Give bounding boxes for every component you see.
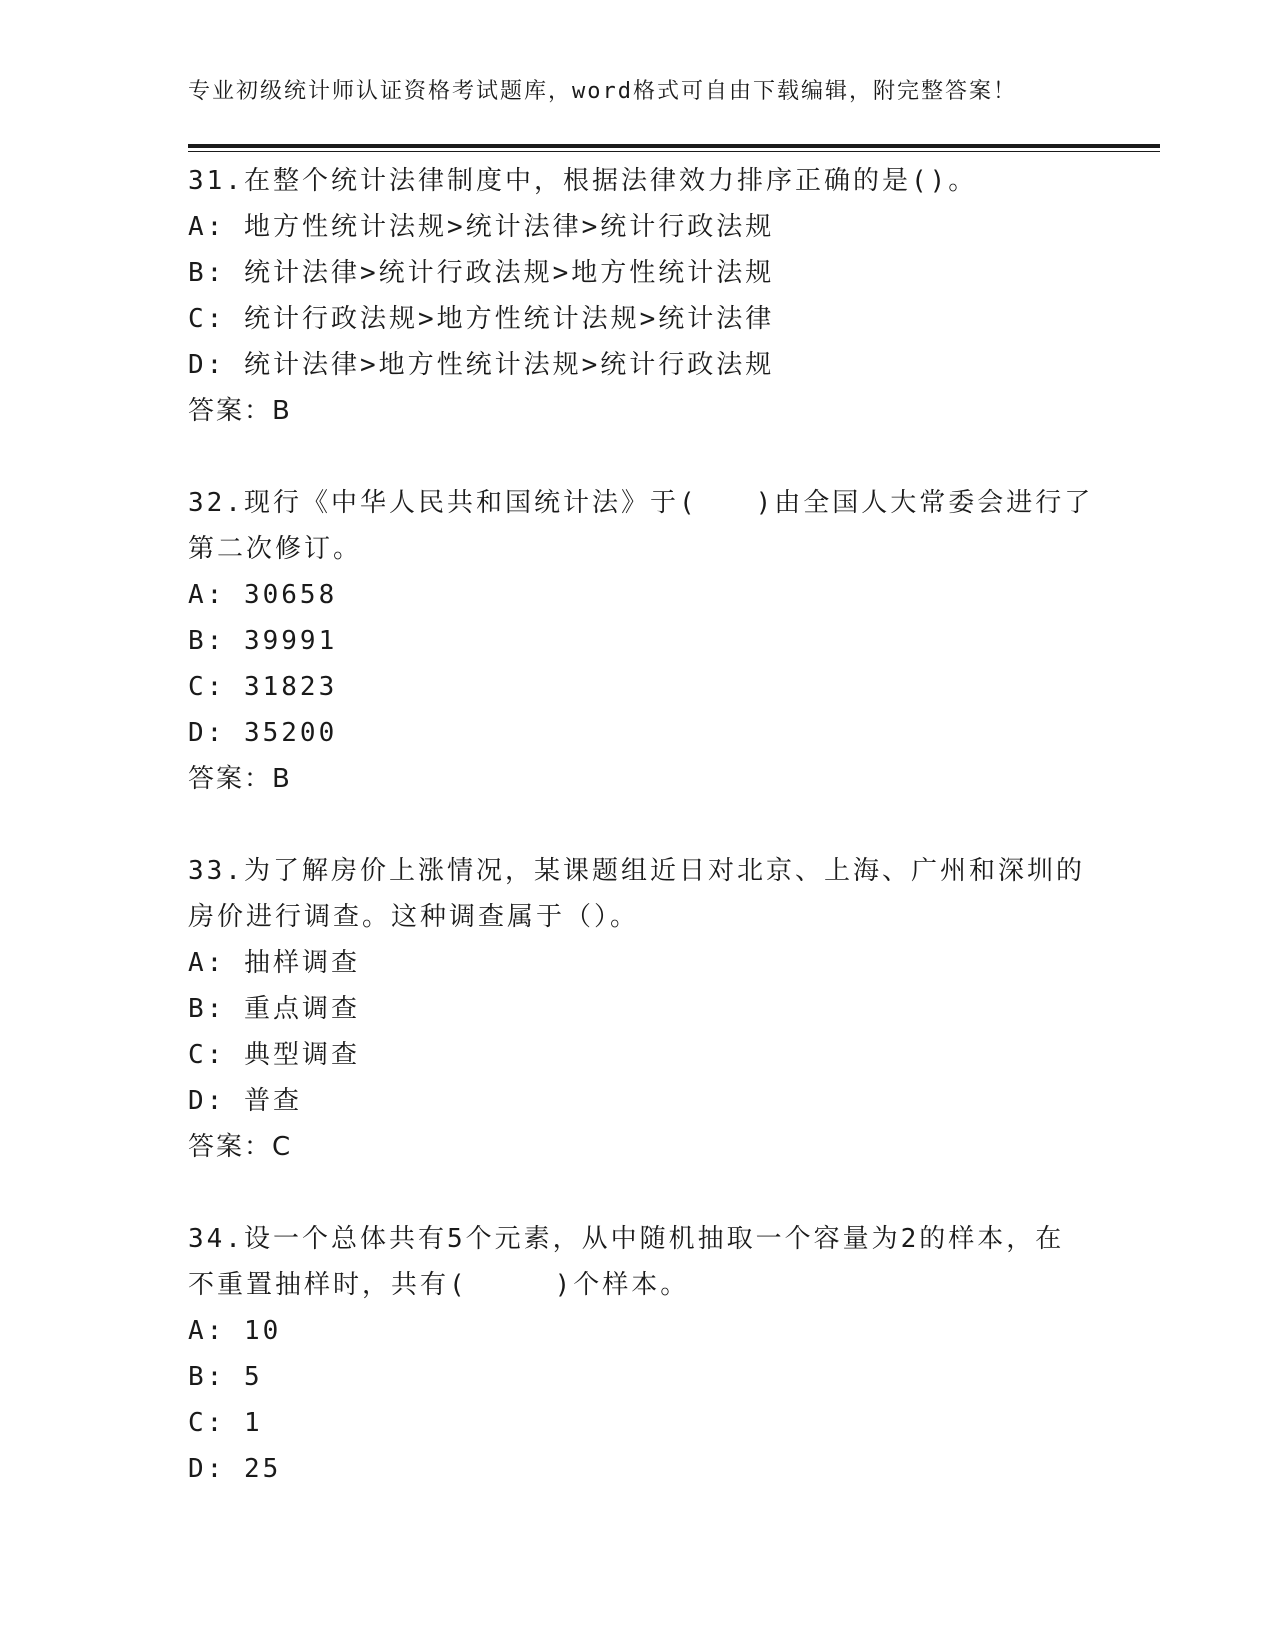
option-d: D: 统计法律>地方性统计法规>统计行政法规 bbox=[188, 350, 775, 380]
header-rule-thin bbox=[188, 151, 1160, 152]
page-header: 专业初级统计师认证资格考试题库，word格式可自由下载编辑，附完整答案！ bbox=[188, 79, 1017, 104]
header-rule-thick bbox=[188, 144, 1160, 148]
question-list bbox=[188, 158, 1094, 1538]
question-stem: 33.为了解房价上涨情况，某课题组近日对北京、上海、广州和深圳的 bbox=[188, 856, 1085, 886]
question-33 bbox=[188, 848, 1088, 1170]
option-b: B: 5 bbox=[188, 1362, 263, 1392]
question-stem-continued: 房价进行调查。这种调查属于（）。 bbox=[188, 902, 640, 932]
option-c: C: 1 bbox=[188, 1408, 263, 1438]
question-stem: 31.在整个统计法律制度中，根据法律效力排序正确的是()。 bbox=[188, 166, 978, 196]
option-a: A: 30658 bbox=[188, 580, 338, 610]
question-stem-continued: 不重置抽样时，共有( )个样本。 bbox=[188, 1270, 690, 1300]
option-b: B: 39991 bbox=[188, 626, 338, 656]
answer: 答案：B bbox=[188, 764, 292, 794]
option-d: D: 25 bbox=[188, 1454, 282, 1484]
option-c: C: 典型调查 bbox=[188, 1040, 360, 1070]
option-a: A: 抽样调查 bbox=[188, 948, 360, 978]
question-stem-continued: 第二次修订。 bbox=[188, 534, 363, 564]
question-31 bbox=[188, 158, 1088, 434]
option-d: D: 普查 bbox=[188, 1086, 302, 1116]
question-stem: 32.现行《中华人民共和国统计法》于( )由全国人大常委会进行了 bbox=[188, 488, 1094, 518]
option-d: D: 35200 bbox=[188, 718, 338, 748]
option-b: B: 统计法律>统计行政法规>地方性统计法规 bbox=[188, 258, 775, 288]
option-b: B: 重点调查 bbox=[188, 994, 360, 1024]
answer: 答案：C bbox=[188, 1132, 293, 1162]
question-34 bbox=[188, 1216, 1088, 1492]
question-32 bbox=[188, 480, 1094, 802]
option-c: C: 31823 bbox=[188, 672, 338, 702]
question-stem: 34.设一个总体共有5个元素，从中随机抽取一个容量为2的样本，在 bbox=[188, 1224, 1065, 1254]
option-a: A: 地方性统计法规>统计法律>统计行政法规 bbox=[188, 212, 775, 242]
option-a: A: 10 bbox=[188, 1316, 282, 1346]
answer: 答案：B bbox=[188, 396, 292, 426]
option-c: C: 统计行政法规>地方性统计法规>统计法律 bbox=[188, 304, 775, 334]
